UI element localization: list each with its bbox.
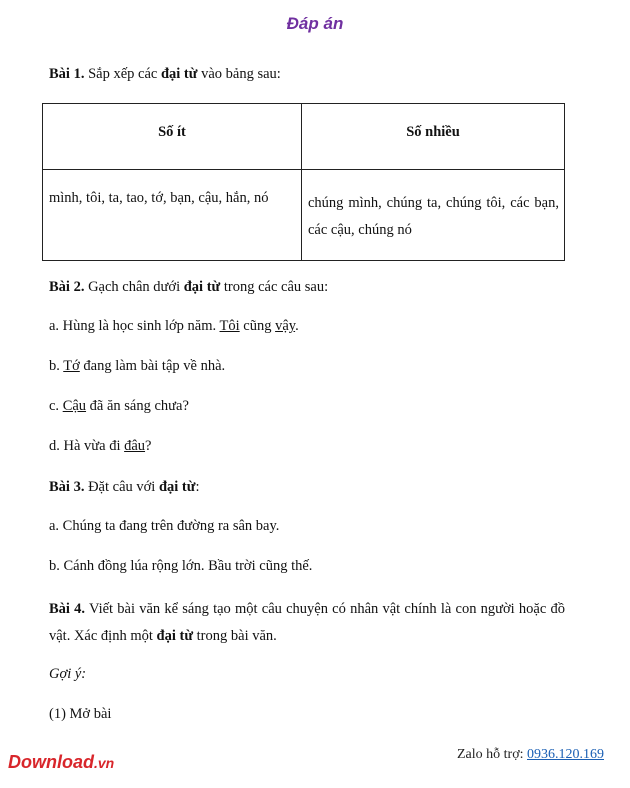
exercise-2-text-b: trong các câu sau:: [220, 279, 329, 295]
exercise-2-item-b: [49, 358, 225, 375]
exercise-2-item-a: [49, 318, 299, 335]
item-d-post: ?: [145, 438, 152, 454]
exercise-3-text-a: Đặt câu với: [84, 479, 159, 495]
item-a-mid: cũng: [239, 318, 276, 334]
item-a-post: .: [295, 318, 299, 334]
exercise-2-text-a: Gạch chân dưới: [84, 279, 184, 295]
exercise-1-text-b: vào bảng sau:: [197, 66, 281, 82]
exercise-4-keyword: đại từ: [156, 628, 194, 644]
item-b-post: đang làm bài tập về nhà.: [79, 358, 226, 374]
item-d-pre: d. Hà vừa đi: [49, 438, 125, 454]
logo-main-text: Download: [8, 752, 94, 772]
table-header-plural: Số nhiều: [406, 124, 460, 140]
exercise-4-label: Bài 4.: [49, 601, 86, 617]
hint-label: Gợi ý:: [49, 666, 87, 682]
exercise-1-heading: [49, 66, 281, 83]
exercise-3-heading: [49, 479, 200, 496]
exercise-4-paragraph: [49, 596, 565, 650]
exercise-2-item-d: [49, 438, 151, 455]
exercise-3-keyword: đại từ: [158, 479, 196, 495]
underlined-pronoun: Tớ: [63, 358, 80, 374]
exercise-3-text-b: :: [195, 479, 200, 495]
exercise-3-item-a: a. Chúng ta đang trên đường ra sân bay.: [49, 518, 280, 534]
section-opening: (1) Mở bài: [49, 706, 112, 722]
exercise-3-label: Bài 3.: [49, 479, 85, 495]
exercise-2-label: Bài 2.: [49, 279, 85, 295]
exercise-3-item-b: b. Cánh đồng lúa rộng lớn. Bầu trời cũng thế.: [49, 558, 313, 574]
table-cell-singular: mình, tôi, ta, tao, tớ, bạn, cậu, hắn, nó: [49, 190, 269, 206]
exercise-1-keyword: đại từ: [160, 66, 198, 82]
table-row-divider: [43, 169, 564, 170]
download-logo[interactable]: [8, 752, 114, 773]
item-b-pre: b.: [49, 358, 64, 374]
logo-tld-text: .vn: [94, 755, 115, 771]
exercise-2-heading: [49, 279, 328, 296]
underlined-pronoun: vậy: [275, 318, 296, 334]
exercise-2-keyword: đại từ: [183, 279, 221, 295]
exercise-4-text-b: trong bài văn.: [193, 628, 277, 644]
zalo-phone-link[interactable]: 0936.120.169: [527, 747, 604, 762]
item-c-post: đã ăn sáng chưa?: [86, 398, 189, 414]
item-a-pre: a. Hùng là học sinh lớp năm.: [49, 318, 220, 334]
underlined-pronoun: đâu: [124, 438, 146, 454]
exercise-1-label: Bài 1.: [49, 66, 85, 82]
underlined-pronoun: Tôi: [219, 318, 240, 334]
zalo-label: Zalo hỗ trợ:: [457, 747, 527, 762]
underlined-pronoun: Cậu: [62, 398, 87, 414]
exercise-2-item-c: [49, 398, 189, 415]
exercise-1-text-a: Sắp xếp các: [84, 66, 161, 82]
pronoun-table: [42, 103, 565, 261]
table-header-singular: Số ít: [158, 124, 186, 140]
item-c-pre: c.: [49, 398, 63, 414]
table-cell-plural: chúng mình, chúng ta, chúng tôi, các bạn, các cậu, chúng nó: [308, 195, 559, 238]
zalo-support: [457, 747, 604, 763]
answer-title: Đáp án: [286, 14, 344, 33]
exercise-4-text-a: Viết bài văn kể sáng tạo một câu chuyện có nhân vật chính là con người hoặc đồ vật. Xác định một: [49, 601, 566, 644]
